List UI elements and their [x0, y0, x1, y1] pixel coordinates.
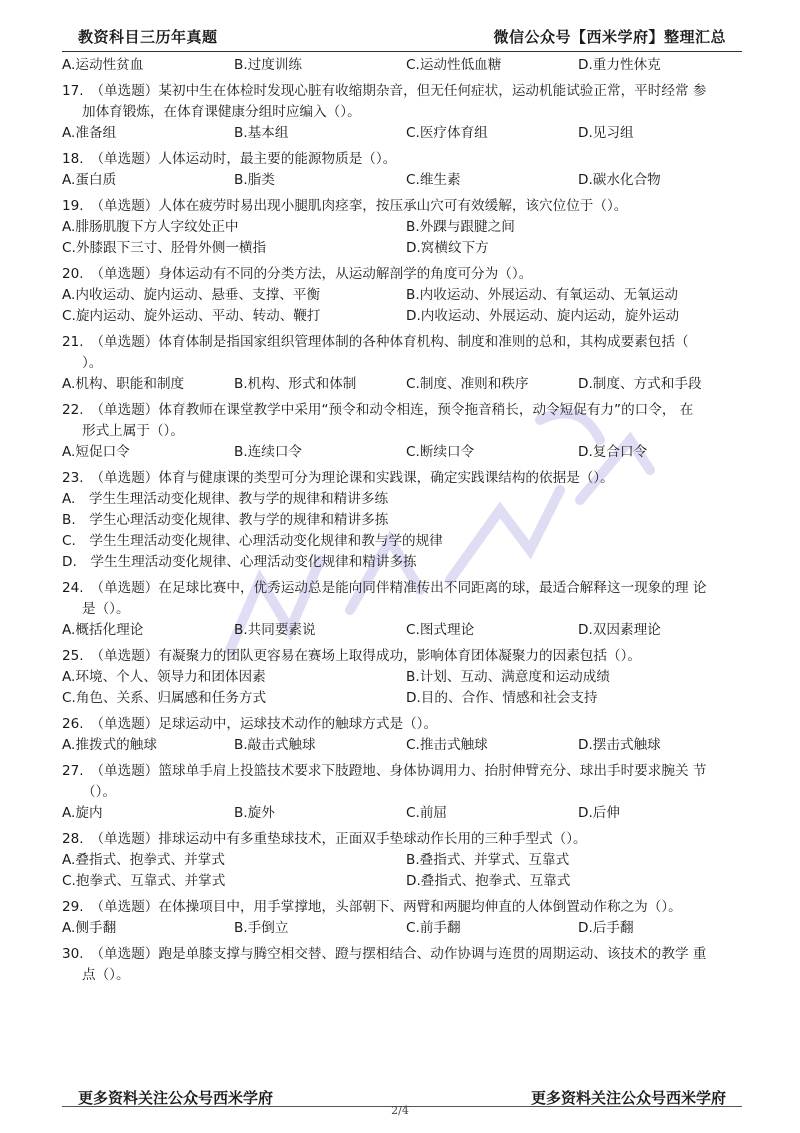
- question-text: （单选题）在足球比赛中，优秀运动总是能向同伴精准传出不同距离的球，最适合解释这一现象的理 论: [97, 580, 707, 596]
- option-b: B.机构、形式和体制: [234, 376, 357, 392]
- option-b: B.连续口令: [234, 444, 303, 460]
- question-text: （单选题）在体操项目中，用手掌撑地，头部朝下、两臂和两腿均伸直的人体倒置动作称之为（）。: [97, 899, 682, 915]
- option-b: B.手倒立: [234, 920, 289, 936]
- question-stem: [62, 81, 750, 102]
- question-number: 26.: [62, 716, 84, 732]
- option-a: A.准备组: [62, 125, 117, 141]
- question-stem: [62, 468, 750, 489]
- option-b: B.叠指式、并掌式、互靠式: [406, 852, 570, 868]
- question-number: 28.: [62, 831, 84, 847]
- option-a: A. 学生生理活动变化规律、教与学的规律和精讲多练: [62, 491, 389, 507]
- options-row: [62, 170, 750, 191]
- option-a: A.蛋白质: [62, 172, 117, 188]
- options-row: [62, 735, 750, 756]
- question-text: （单选题）人体在疲劳时易出现小腿肌肉痉挛，按压承山穴可有效缓解，该穴位位于（）。: [97, 198, 628, 214]
- header-left-title: 教资科目三历年真题: [78, 28, 218, 46]
- option-d: D.内收运动、外展运动、旋内运动，旋外运动: [406, 308, 680, 324]
- option-b: B. 学生心理活动变化规律、教与学的规律和精讲多拣: [62, 512, 389, 528]
- question-item: [62, 196, 750, 259]
- question-text: （单选题）跑是单膝支撑与腾空相交替、蹬与摆相结合、动作协调与连贯的周期运动、该技术的教学 重: [97, 946, 707, 962]
- option-d: D.目的、合作、情感和社会支持: [406, 690, 598, 706]
- option-d: D.复合口令: [578, 444, 648, 460]
- option-d: D.重力性休克: [578, 57, 661, 73]
- option-a: A.概括化理论: [62, 622, 144, 638]
- question-text-continued: 加体育锻炼，在体育课健康分组时应编入（）。: [82, 104, 361, 120]
- option-d: D.摆击式触球: [578, 737, 661, 753]
- option-c: C.维生素: [406, 172, 461, 188]
- option-b: B.计划、互动、满意度和运动成绩: [406, 669, 610, 685]
- options-row: [62, 850, 750, 892]
- question-item: [62, 264, 750, 327]
- options-row: [62, 442, 750, 463]
- option-c: C.图式理论: [406, 622, 475, 638]
- options-row: [62, 489, 750, 573]
- question-number: 24.: [62, 580, 84, 596]
- option-a: A.腓肠肌腹下方人字纹处正中: [62, 219, 239, 235]
- option-a: A.侧手翻: [62, 920, 117, 936]
- options-row: [62, 217, 750, 259]
- question-text-continued: ）。: [82, 355, 103, 371]
- option-c: C. 学生生理活动变化规律、心理活动变化规律和教与学的规律: [62, 533, 443, 549]
- question-item: [62, 81, 750, 144]
- option-a: A.推拨式的触球: [62, 737, 157, 753]
- option-d: D.见习组: [578, 125, 634, 141]
- question-number: 20.: [62, 266, 84, 282]
- option-c: C.运动性低血糖: [406, 57, 502, 73]
- question-item: [62, 578, 750, 641]
- option-a: A.内收运动、旋内运动、悬垂、支撑、平衡: [62, 287, 321, 303]
- option-c: C.断续口令: [406, 444, 475, 460]
- question-number: 21.: [62, 334, 84, 350]
- option-a: A.旋内: [62, 805, 103, 821]
- options-row: [62, 285, 750, 327]
- option-d: D.窝横纹下方: [406, 240, 489, 256]
- option-c: C.旋内运动、旋外运动、平动、转动、鞭打: [62, 308, 321, 324]
- question-stem: [62, 578, 750, 599]
- options-row: [62, 918, 750, 939]
- question-stem: [62, 714, 750, 735]
- option-b: B.外踝与跟腱之间: [406, 219, 515, 235]
- page-number: 2/4: [391, 1104, 409, 1117]
- option-c: C.推击式触球: [406, 737, 488, 753]
- option-c: C.角色、关系、归属感和任务方式: [62, 690, 267, 706]
- question-stem: [62, 332, 750, 353]
- option-b: B.敲击式触球: [234, 737, 316, 753]
- options-row: [62, 620, 750, 641]
- header-divider: [62, 51, 742, 52]
- question-text-continued: 点（）。: [82, 967, 130, 983]
- footer-right: 更多资料关注公众号西米学府: [530, 1089, 726, 1107]
- question-item: [62, 332, 750, 395]
- question-text: （单选题）某初中生在体检时发现心脏有收缩期杂音，但无任何症状，运动机能试验正常，平时经常 参: [97, 83, 707, 99]
- question-text: （单选题）人体运动时，最主要的能源物质是（）。: [97, 151, 397, 167]
- option-c: C.前屈: [406, 805, 448, 821]
- question-text-continued: 是（）。: [82, 601, 130, 617]
- option-a: A.机构、职能和制度: [62, 376, 185, 392]
- option-b: B.共同要素说: [234, 622, 316, 638]
- question-stem: [62, 196, 750, 217]
- question-number: 29.: [62, 899, 84, 915]
- question-item: [62, 714, 750, 756]
- option-d: D.制度、方式和手段: [578, 376, 702, 392]
- question-text: （单选题）足球运动中，运球技术动作的触球方式是（）。: [97, 716, 438, 732]
- option-d: D.后手翻: [578, 920, 634, 936]
- question-text: （单选题）体育与健康课的类型可分为理论课和实践课，确定实践课结构的依据是（）。: [97, 470, 614, 486]
- question-number: 17.: [62, 83, 84, 99]
- option-d: D.后伸: [578, 805, 620, 821]
- option-a: A.短促口令: [62, 444, 130, 460]
- question-number: 27.: [62, 763, 84, 779]
- option-d: D.双因素理论: [578, 622, 661, 638]
- option-b: B.旋外: [234, 805, 275, 821]
- question-item: [62, 149, 750, 191]
- question-stem: [62, 646, 750, 667]
- option-b: B.内收运动、外展运动、有氧运动、无氧运动: [406, 287, 678, 303]
- option-c: C.抱拳式、互靠式、并掌式: [62, 873, 226, 889]
- option-a: A.环境、个人、领导力和团体因素: [62, 669, 266, 685]
- option-b: B.过度训练: [234, 57, 303, 73]
- question-stem: [62, 897, 750, 918]
- question-text: （单选题）排球运动中有多重垫球技术，正面双手垫球动作长用的三种手型式（）。: [97, 831, 587, 847]
- question-number: 30.: [62, 946, 84, 962]
- question-text-continued: （）。: [82, 784, 116, 800]
- option-c: C.医疗体育组: [406, 125, 488, 141]
- option-d: D. 学生生理活动变化规律、心理活动变化规律和精讲多拣: [62, 554, 417, 570]
- question-item: [62, 646, 750, 709]
- question-stem: [62, 944, 750, 965]
- options-row: [62, 123, 750, 144]
- question-text: （单选题）篮球单手肩上投篮技术要求下肢蹬地、身体协调用力、抬肘伸臂充分、球出手时要求腕关 节: [97, 763, 707, 779]
- question-text: （单选题）体育体制是指国家组织管理体制的各种体育机构、制度和准则的总和，其构成要素包括（: [97, 334, 689, 350]
- option-d: D.碳水化合物: [578, 172, 661, 188]
- question-number: 19.: [62, 198, 84, 214]
- option-b: B.基本组: [234, 125, 289, 141]
- option-b: B.脂类: [234, 172, 275, 188]
- question-stem: [62, 761, 750, 782]
- question-stem: [62, 400, 750, 421]
- question-item: [62, 829, 750, 892]
- question-number: 22.: [62, 402, 84, 418]
- question-item: [62, 400, 750, 463]
- option-c: C.制度、准则和秩序: [406, 376, 529, 392]
- question-text: （单选题）体育教师在课堂教学中采用“预令和动令相连，预令拖音稍长，动令短促有力”的口令， 在: [97, 402, 694, 418]
- options-row: [62, 667, 750, 709]
- question-text-continued: 形式上属于（）。: [82, 423, 184, 439]
- question-item: [62, 944, 750, 986]
- question-item: [62, 468, 750, 573]
- question-stem: [62, 264, 750, 285]
- question-number: 23.: [62, 470, 84, 486]
- option-d: D.叠指式、抱拳式、互靠式: [406, 873, 571, 889]
- option-a: A.叠指式、抱拳式、并掌式: [62, 852, 225, 868]
- options-row: [62, 374, 750, 395]
- question-stem: [62, 149, 750, 170]
- question-item: [62, 761, 750, 824]
- footer-left: 更多资料关注公众号西米学府: [78, 1089, 274, 1107]
- option-a: A.运动性贫血: [62, 57, 144, 73]
- option-c: C.外膝跟下三寸、胫骨外侧一横指: [62, 240, 267, 256]
- question-list: [62, 55, 750, 986]
- question-text: （单选题）有凝聚力的团队更容易在赛场上取得成功，影响体育团体凝聚力的因素包括（）。: [97, 648, 641, 664]
- header-right-title: 微信公众号【西米学府】整理汇总: [493, 28, 726, 46]
- question-text: （单选题）身体运动有不同的分类方法，从运动解剖学的角度可分为（）。: [97, 266, 533, 282]
- question-item: [62, 897, 750, 939]
- previous-question-options: [62, 55, 750, 76]
- option-c: C.前手翻: [406, 920, 461, 936]
- options-row: [62, 803, 750, 824]
- question-number: 18.: [62, 151, 84, 167]
- question-number: 25.: [62, 648, 84, 664]
- question-stem: [62, 829, 750, 850]
